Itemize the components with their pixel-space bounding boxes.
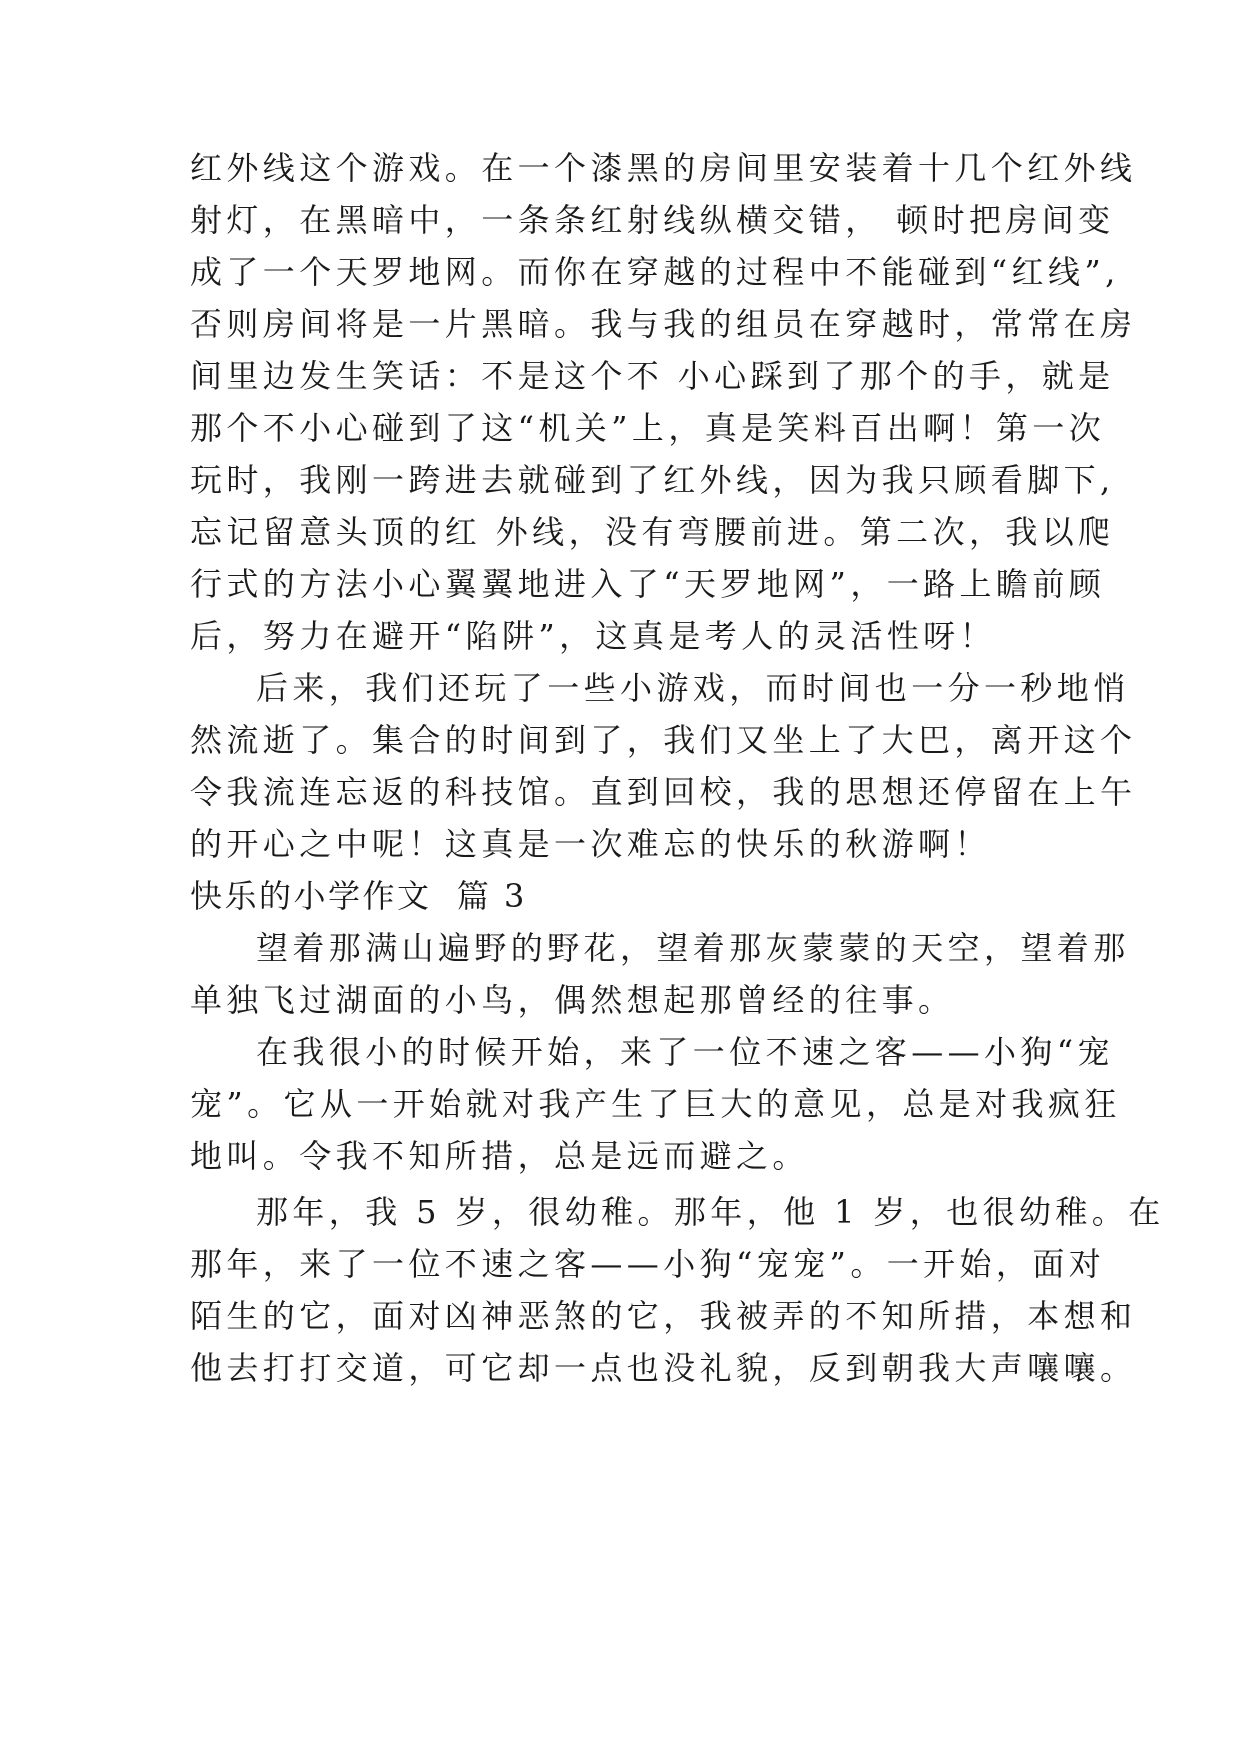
text-line: 忘记留意头顶的红 外线，没有弯腰前进。第二次，我以爬 [190, 513, 1115, 551]
text-line: 射灯，在黑暗中，一条条红射线纵横交错， 顿时把房间变 [190, 201, 1115, 239]
paragraph-start: 在我很小的时候开始，来了一位不速之客——小狗“宠 [256, 1033, 1114, 1071]
text-line: 宠”。它从一开始就对我产生了巨大的意见，总是对我疯狂 [190, 1085, 1121, 1123]
text-line: 单独飞过湖面的小鸟，偶然想起那曾经的往事。 [190, 981, 955, 1019]
text-line: 玩时，我刚一跨进去就碰到了红外线，因为我只顾看脚下, [190, 461, 1115, 499]
section-heading: 快乐的小学作文 篇 3 [190, 877, 527, 915]
paragraph-start: 望着那满山遍野的野花，望着那灰蒙蒙的天空，望着那 [256, 929, 1130, 967]
text-line: 令我流连忘返的科技馆。直到回校，我的思想还停留在上午 [190, 773, 1137, 811]
text-line: 那年，来了一位不速之客——小狗“宠宠”。一开始，面对 [190, 1245, 1106, 1283]
text-line: 然流逝了。集合的时间到了，我们又坐上了大巴，离开这个 [190, 721, 1137, 759]
text-line: 否则房间将是一片黑暗。我与我的组员在穿越时，常常在房 [190, 305, 1137, 343]
text-line: 行式的方法小心翼翼地进入了“天罗地网”，一路上瞻前顾 [190, 565, 1106, 603]
text-line: 红外线这个游戏。在一个漆黑的房间里安装着十几个红外线 [190, 149, 1137, 187]
text-line: 的开心之中呢！这真是一次难忘的快乐的秋游啊！ [190, 825, 991, 863]
text-line: 他去打打交道，可它却一点也没礼貌，反到朝我大声嚷嚷。 [190, 1349, 1137, 1387]
text-line: 间里边发生笑话：不是这个不 小心踩到了那个的手，就是 [190, 357, 1115, 395]
text-line: 陌生的它，面对凶神恶煞的它，我被弄的不知所措，本想和 [190, 1297, 1137, 1335]
paragraph-start: 那年，我 5 岁，很幼稚。那年，他 1 岁，也很幼稚。在 [256, 1193, 1165, 1231]
paragraph-start: 后来，我们还玩了一些小游戏，而时间也一分一秒地悄 [256, 669, 1130, 707]
text-line: 成了一个天罗地网。而你在穿越的过程中不能碰到“红线”, [190, 253, 1120, 291]
text-line: 地叫。令我不知所措，总是远而避之。 [190, 1137, 809, 1175]
text-line: 后，努力在避开“陷阱”，这真是考人的灵活性呀！ [190, 617, 996, 655]
text-line: 那个不小心碰到了这“机关”上，真是笑料百出啊！第一次 [190, 409, 1106, 447]
